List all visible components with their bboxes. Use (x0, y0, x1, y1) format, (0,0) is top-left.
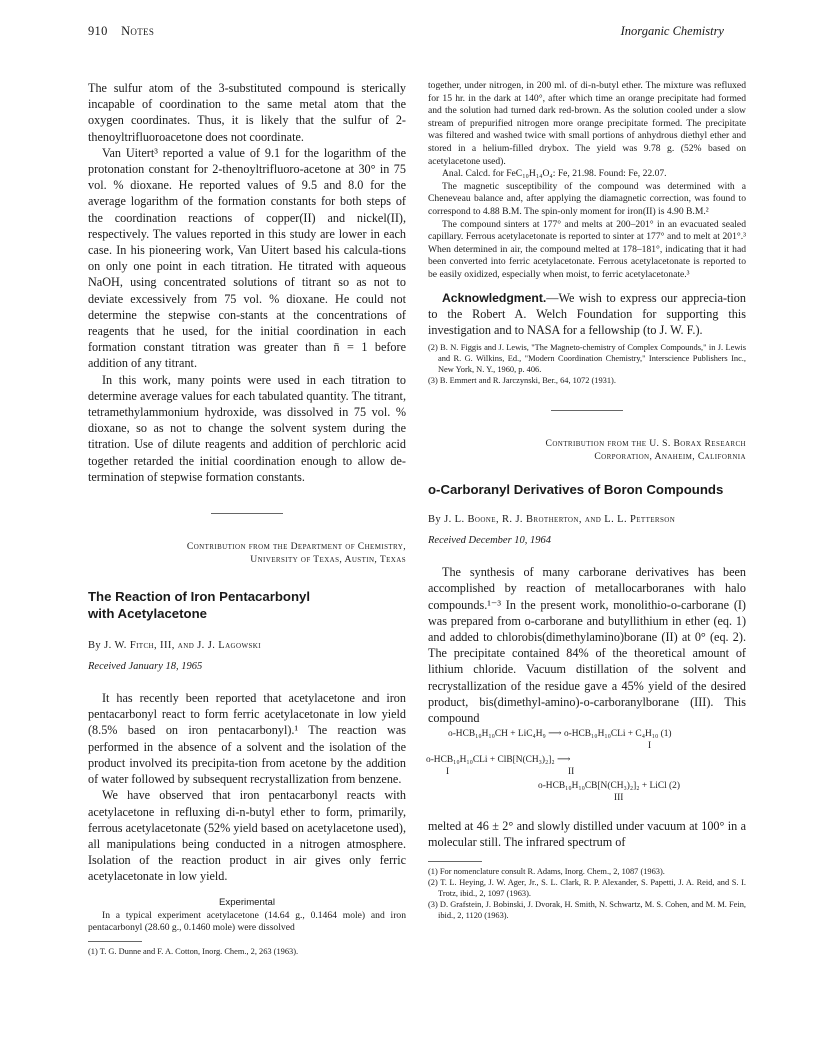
received-date: Received January 18, 1965 (88, 661, 203, 673)
section-heading: Experimental (219, 896, 275, 908)
paragraph: melted at 46 ± 2° and slowly distilled under vacuum at 100° in a molecular still. The infrared spectrum of (428, 819, 746, 850)
running-header-left (88, 24, 154, 39)
journal-name: Inorganic Chemistry (620, 24, 724, 38)
page-number: 910 (88, 24, 108, 38)
footnote: (1) T. G. Dunne and F. A. Cotton, Inorg. Chem., 2, 263 (1963). (88, 946, 299, 956)
equation-1: o-HCB₁₀H₁₀CH + LiC₄H₉ ⟶ o-HCB₁₀H₁₀CLi + C₄H₁₀ (1) (448, 729, 672, 740)
footnote: (1) For nomenclature consult R. Adams, Inorg. Chem., 2, 1087 (1963). (428, 866, 665, 876)
equation-label: I (446, 767, 450, 778)
footnote: (2) T. L. Heying, J. W. Ager, Jr., S. L. Clark, R. P. Alexander, S. Papetti, J. A. Reid, and S. I. Trotz, ibid., 2, 1097 (1963). (428, 877, 746, 898)
equation-label: II (568, 767, 575, 778)
reference: (2) B. N. Figgis and J. Lewis, "The Magneto-chemistry of Complex Compounds," in J. Lewis and R. G. Wilkins, Ed., "Modern Coordination Chemistry," Interscience Publishers Inc., New York, N. Y., 1960, p. 406. (428, 343, 746, 375)
paragraph: It has recently been reported that acetylacetone and iron pentacarbonyl react to form ferric acetylacetonate in low yield (8.5% based on iron pentacarbonyl).¹ The reaction was performed in the absence of a solvent and the isolation of the product involved its precipita-tion from acetone by the addition of water followed by subsequent recrystallization from benzene. (88, 691, 406, 787)
byline: By J. W. Fitch, III, and J. J. Lagowski (88, 640, 261, 652)
paragraph: The synthesis of many carborane derivatives has been accomplished by reaction of metallocarboranes with halo compounds.¹⁻³ In the present work, monolithio-o-carborane (I) was prepared from o-carborane and butyllithium in ether (eq. 1) and added to chlorobis(dimethylamino)borane (II) at 0° (eq. 2). The precipitate contained 84% of the theoretical amount of lithium chloride. Vacuum distillation of the solvent and recrystallization of the residue gave a 45% yield of the desired product, bis(dimethyl-amino)-o-carboranylborane (III). This compound (428, 565, 746, 725)
acknowledgment: Acknowledgment.—We wish to express our apprecia-tion to the Robert A. Welch Foundation for supporting this investigation and to NASA for a fellowship (to J. W. F.). (428, 290, 746, 337)
article-title: The Reaction of Iron Pentacarbonyl with Acetylacetone (88, 589, 311, 622)
equation-2: o-HCB₁₀H₁₀CLi + ClB[N(CH₃)₂]₂ ⟶ (426, 755, 571, 766)
received-date: Received December 10, 1964 (428, 535, 552, 547)
reference: (3) B. Emmert and R. Jarczynski, Ber., 64, 1072 (1931). (428, 376, 616, 386)
paragraph: Anal. Calcd. for FeC₁₀H₁₄O₄: Fe, 21.98. Found: Fe, 22.07. (442, 168, 667, 180)
paragraph: together, under nitrogen, in 200 ml. of di-n-butyl ether. The mixture was refluxed for 15 hr. in the dark at 140°, after which time an orange precipitate had formed and the solution had turned dark red-brown. As the solution cooled under a slow stream of prepurified nitrogen more orange precipitate formed. The precipitate was filtered and washed twice with small portions of anhydrous diethyl ether and stored in a helium-filled drybox. The yield was 9.78 g. (52% based on acetylacetone used). (428, 80, 746, 167)
contribution-line: Contribution from the Department of Chemistry, University of Texas, Austin, Texas (186, 541, 406, 566)
equation-2-product: o-HCB₁₀H₁₀CB[N(CH₃)₂]₂ + LiCl (2) (538, 781, 680, 792)
separator-rule (211, 513, 283, 514)
reaction-equations (428, 728, 746, 812)
section-name: Notes (121, 24, 155, 38)
references (428, 342, 746, 386)
paragraph: The sulfur atom of the 3-substituted compound is sterically incapable of coordination to the same metal atom that the oxygen coordinates. Thus, it is likely that the sulfur of 2-thenoyltrifluoroacetone does not coordinate. (88, 81, 406, 144)
left-column (88, 80, 406, 957)
byline: By J. L. Boone, R. J. Brotherton, and L. L. Petterson (428, 514, 676, 526)
footnote-rule (88, 941, 142, 942)
separator-rule (551, 410, 623, 411)
paragraph: The compound sinters at 177° and melts at 200–201° in an evacuated sealed capillary. Ferrous acetylacetonate is reported to sinter at 177° and to melt at 201°.³ When determined in air, the compound melted at 178–181°, indicating that it had been converted into ferric acetylacetonate. Ferrous acetylacetonate is reported to be easily oxidized, especially when moist, to ferric acetylacetonate.³ (428, 218, 746, 280)
paragraph: In a typical experiment acetylacetone (14.64 g., 0.1464 mole) and iron pentacarbonyl (28.60 g., 0.1460 mole) were dissolved (88, 909, 406, 934)
article-title: o-Carboranyl Derivatives of Boron Compounds (428, 482, 724, 498)
paragraph: The magnetic susceptibility of the compound was determined with a Cheneveau balance and, after applying the diamagnetic correction, was found to correspond to 4.88 B.M. The spin-only moment for iron(II) is 4.90 B.M.² (428, 180, 746, 217)
contribution-line: Contribution from the U. S. Borax Research Corporation, Anaheim, California (545, 438, 746, 463)
paragraph: We have observed that iron pentacarbonyl reacts with acetylacetone in refluxing di-n-butyl ether to form, primarily, ferrous acetylacetonate (52% yield based on acetylacetone used), all manipulations being conducted in a nitrogen atmosphere. Isolation of the reaction product in air gives only ferric acetylacetonate in low yield. (88, 788, 406, 884)
right-column (428, 80, 746, 921)
equation-label: I (648, 741, 652, 752)
equation-label: III (614, 793, 624, 804)
footnote-rule (428, 861, 482, 862)
paragraph: In this work, many points were used in each titration to determine average values for each tabulated quantity. The titrant, tetramethylammonium hydroxide, was dissolved in 75 vol. % dioxane, so as not to change the solvent system during the titration. Use of dilute reagents and addition of perchloric acid together retarded the initial coordination enough to allow de-termination of stepwise formation constants. (88, 372, 406, 484)
footnote: (3) D. Grafstein, J. Bobinski, J. Dvorak, H. Smith, N. Schwartz, M. S. Cohen, and M. M. Fein, ibid., 2, 1120 (1963). (428, 899, 746, 920)
paragraph: Van Uitert³ reported a value of 9.1 for the logarithm of the protonation constant for 2-thenoyltrifluoro-acetone at 30° in 75 vol. % dioxane. He reported values of 9.5 and 8.0 for the average logarithm of the formation constants for both steps of the coordination reactions of copper(II) and nickel(II), respectively. The values reported in this study are lower in each case. In his pioneering work, Van Uitert based his calcula-tions on only one point in each titration. He titrated with aqueous NaOH, using concentrated solutions of titrant so as not to deviate excessively from 75 vol. % dioxane. He could not determine the stepwise con-stants at the concentrations of reagents that he used, for the initial coordination in each formation constant titration was greater than n̄ = 1 before addition of any titrant. (88, 145, 406, 371)
